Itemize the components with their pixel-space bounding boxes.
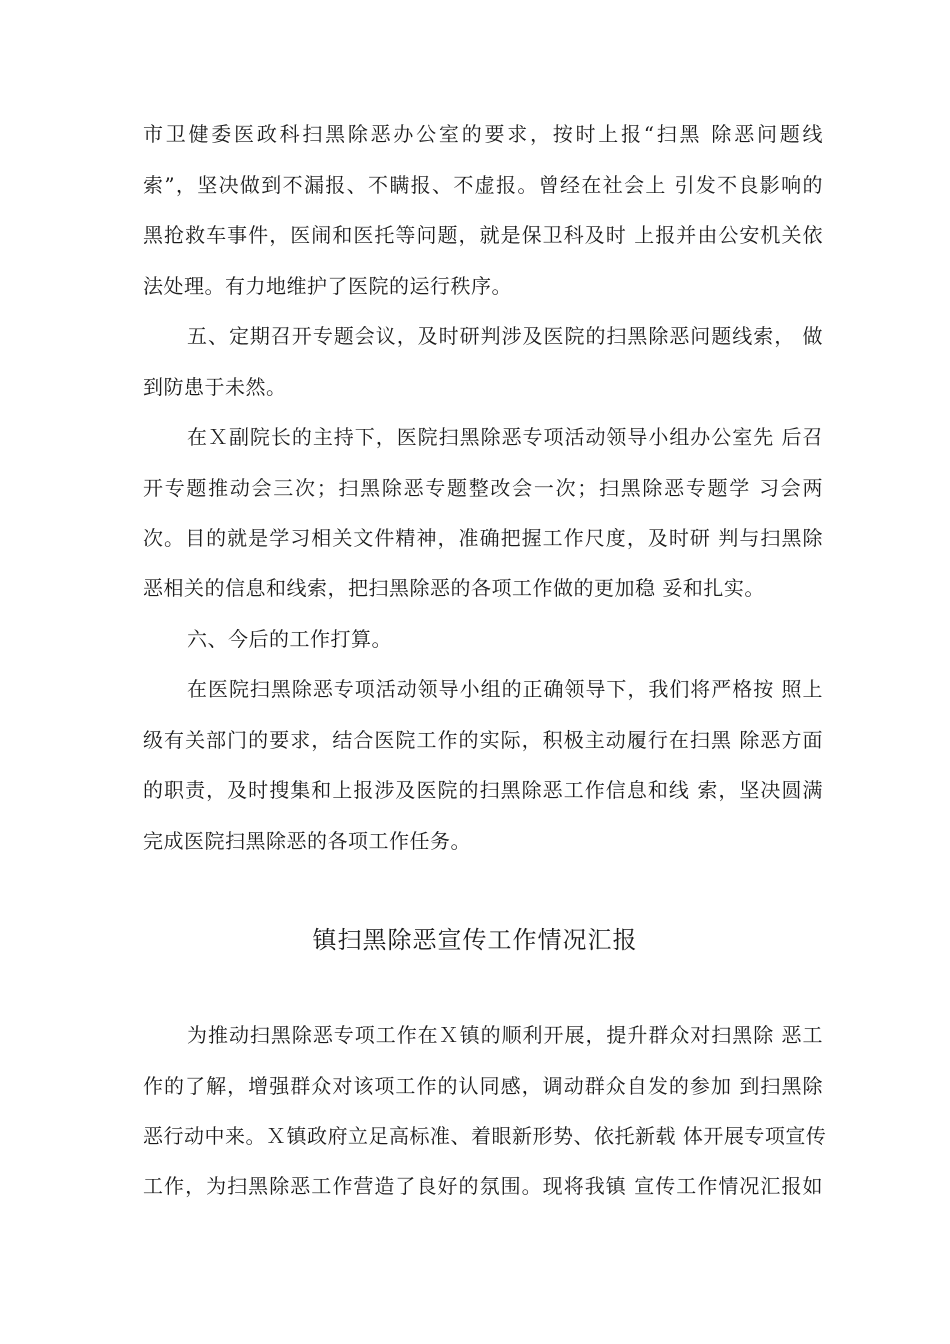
paragraph-line: 在Ｘ副院长的主持下，医院扫黑除恶专项活动领导小组办公室先 后召	[187, 425, 823, 449]
section-heading: 六、今后的工作打算。	[187, 627, 392, 651]
paragraph-line: 作的了解，增强群众对该项工作的认同感，调动群众自发的参加 到扫黑除	[143, 1074, 823, 1098]
paragraph-line: 为推动扫黑除恶专项工作在Ｘ镇的顺利开展，提升群众对扫黑除 恶工	[187, 1023, 823, 1047]
paragraph-line: 的职责，及时搜集和上报涉及医院的扫黑除恶工作信息和线 索，坚决圆满	[143, 778, 823, 802]
paragraph-line: 次。目的就是学习相关文件精神，准确把握工作尺度，及时研 判与扫黑除	[143, 526, 823, 550]
paragraph-line: 开专题推动会三次；扫黑除恶专题整改会一次；扫黑除恶专题学 习会两	[143, 476, 823, 500]
paragraph-line: 级有关部门的要求，结合医院工作的实际，积极主动履行在扫黑 除恶方面	[143, 728, 823, 752]
paragraph-line: 恶相关的信息和线索，把扫黑除恶的各项工作做的更加稳 妥和扎实。	[143, 576, 765, 600]
paragraph-line: 黑抢救车事件，医闹和医托等问题，就是保卫科及时 上报并由公安机关依	[143, 223, 823, 247]
paragraph-line: 在医院扫黑除恶专项活动领导小组的正确领导下，我们将严格按 照上	[187, 677, 823, 701]
report-title: 镇扫黑除恶宣传工作情况汇报	[312, 926, 638, 954]
paragraph-line: 法处理。有力地维护了医院的运行秩序。	[143, 274, 512, 298]
section-heading-line: 五、定期召开专题会议，及时研判涉及医院的扫黑除恶问题线索， 做	[187, 324, 823, 348]
paragraph-line: 完成医院扫黑除恶的各项工作任务。	[143, 829, 471, 853]
paragraph-line: 索”，坚决做到不漏报、不瞒报、不虚报。曾经在社会上 引发不良影响的	[143, 173, 823, 197]
paragraph-line: 工作，为扫黑除恶工作营造了良好的氛围。现将我镇 宣传工作情况汇报如	[143, 1174, 823, 1198]
section-heading-line: 到防患于未然。	[143, 375, 287, 399]
paragraph-line: 恶行动中来。Ｘ镇政府立足高标准、着眼新形势、依托新载 体开展专项宣传	[143, 1124, 827, 1148]
paragraph-line: 市卫健委医政科扫黑除恶办公室的要求，按时上报“扫黑 除恶问题线	[143, 122, 823, 146]
